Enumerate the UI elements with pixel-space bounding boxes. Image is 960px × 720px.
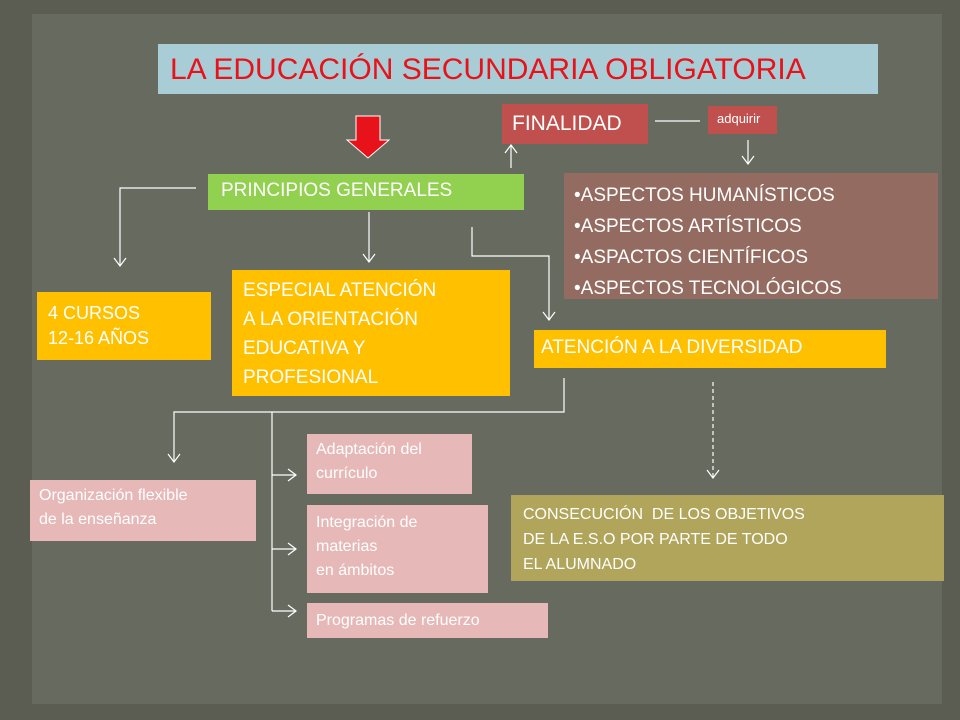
refuerzo-box: Programas de refuerzo <box>307 603 548 638</box>
especial-atencion-box: ESPECIAL ATENCIÓN A LA ORIENTACIÓN EDUCATIVA Y PROFESIONAL <box>232 270 510 396</box>
principios-box: PRINCIPIOS GENERALES <box>208 174 524 210</box>
aspectos-box <box>564 173 938 299</box>
page-title: LA EDUCACIÓN SECUNDARIA OBLIGATORIA <box>158 44 878 94</box>
list-item: • ASPACTOS CIENTÍFICOS <box>574 242 938 273</box>
consecucion-box: CONSECUCIÓN DE LOS OBJETIVOS DE LA E.S.O POR PARTE DE TODO EL ALUMNADO <box>511 495 944 581</box>
finalidad-box: FINALIDAD <box>502 104 648 144</box>
diversidad-box: ATENCIÓN A LA DIVERSIDAD <box>534 330 886 368</box>
list-item: • ASPECTOS TECNOLÓGICOS <box>574 273 938 304</box>
adquirir-label: adquirir <box>708 106 777 134</box>
red-down-arrow-icon <box>347 116 389 158</box>
connector-principios-cursos <box>120 188 196 266</box>
integracion-box: Integración de materias en ámbitos <box>307 505 488 593</box>
adaptacion-box: Adaptación del currículo <box>307 434 472 494</box>
organizacion-box: Organización flexible de la enseñanza <box>30 480 256 541</box>
list-item: • ASPECTOS HUMANÍSTICOS <box>574 180 938 211</box>
list-item: • ASPECTOS ARTÍSTICOS <box>574 211 938 242</box>
cursos-box: 4 CURSOS 12-16 AÑOS <box>37 292 211 360</box>
